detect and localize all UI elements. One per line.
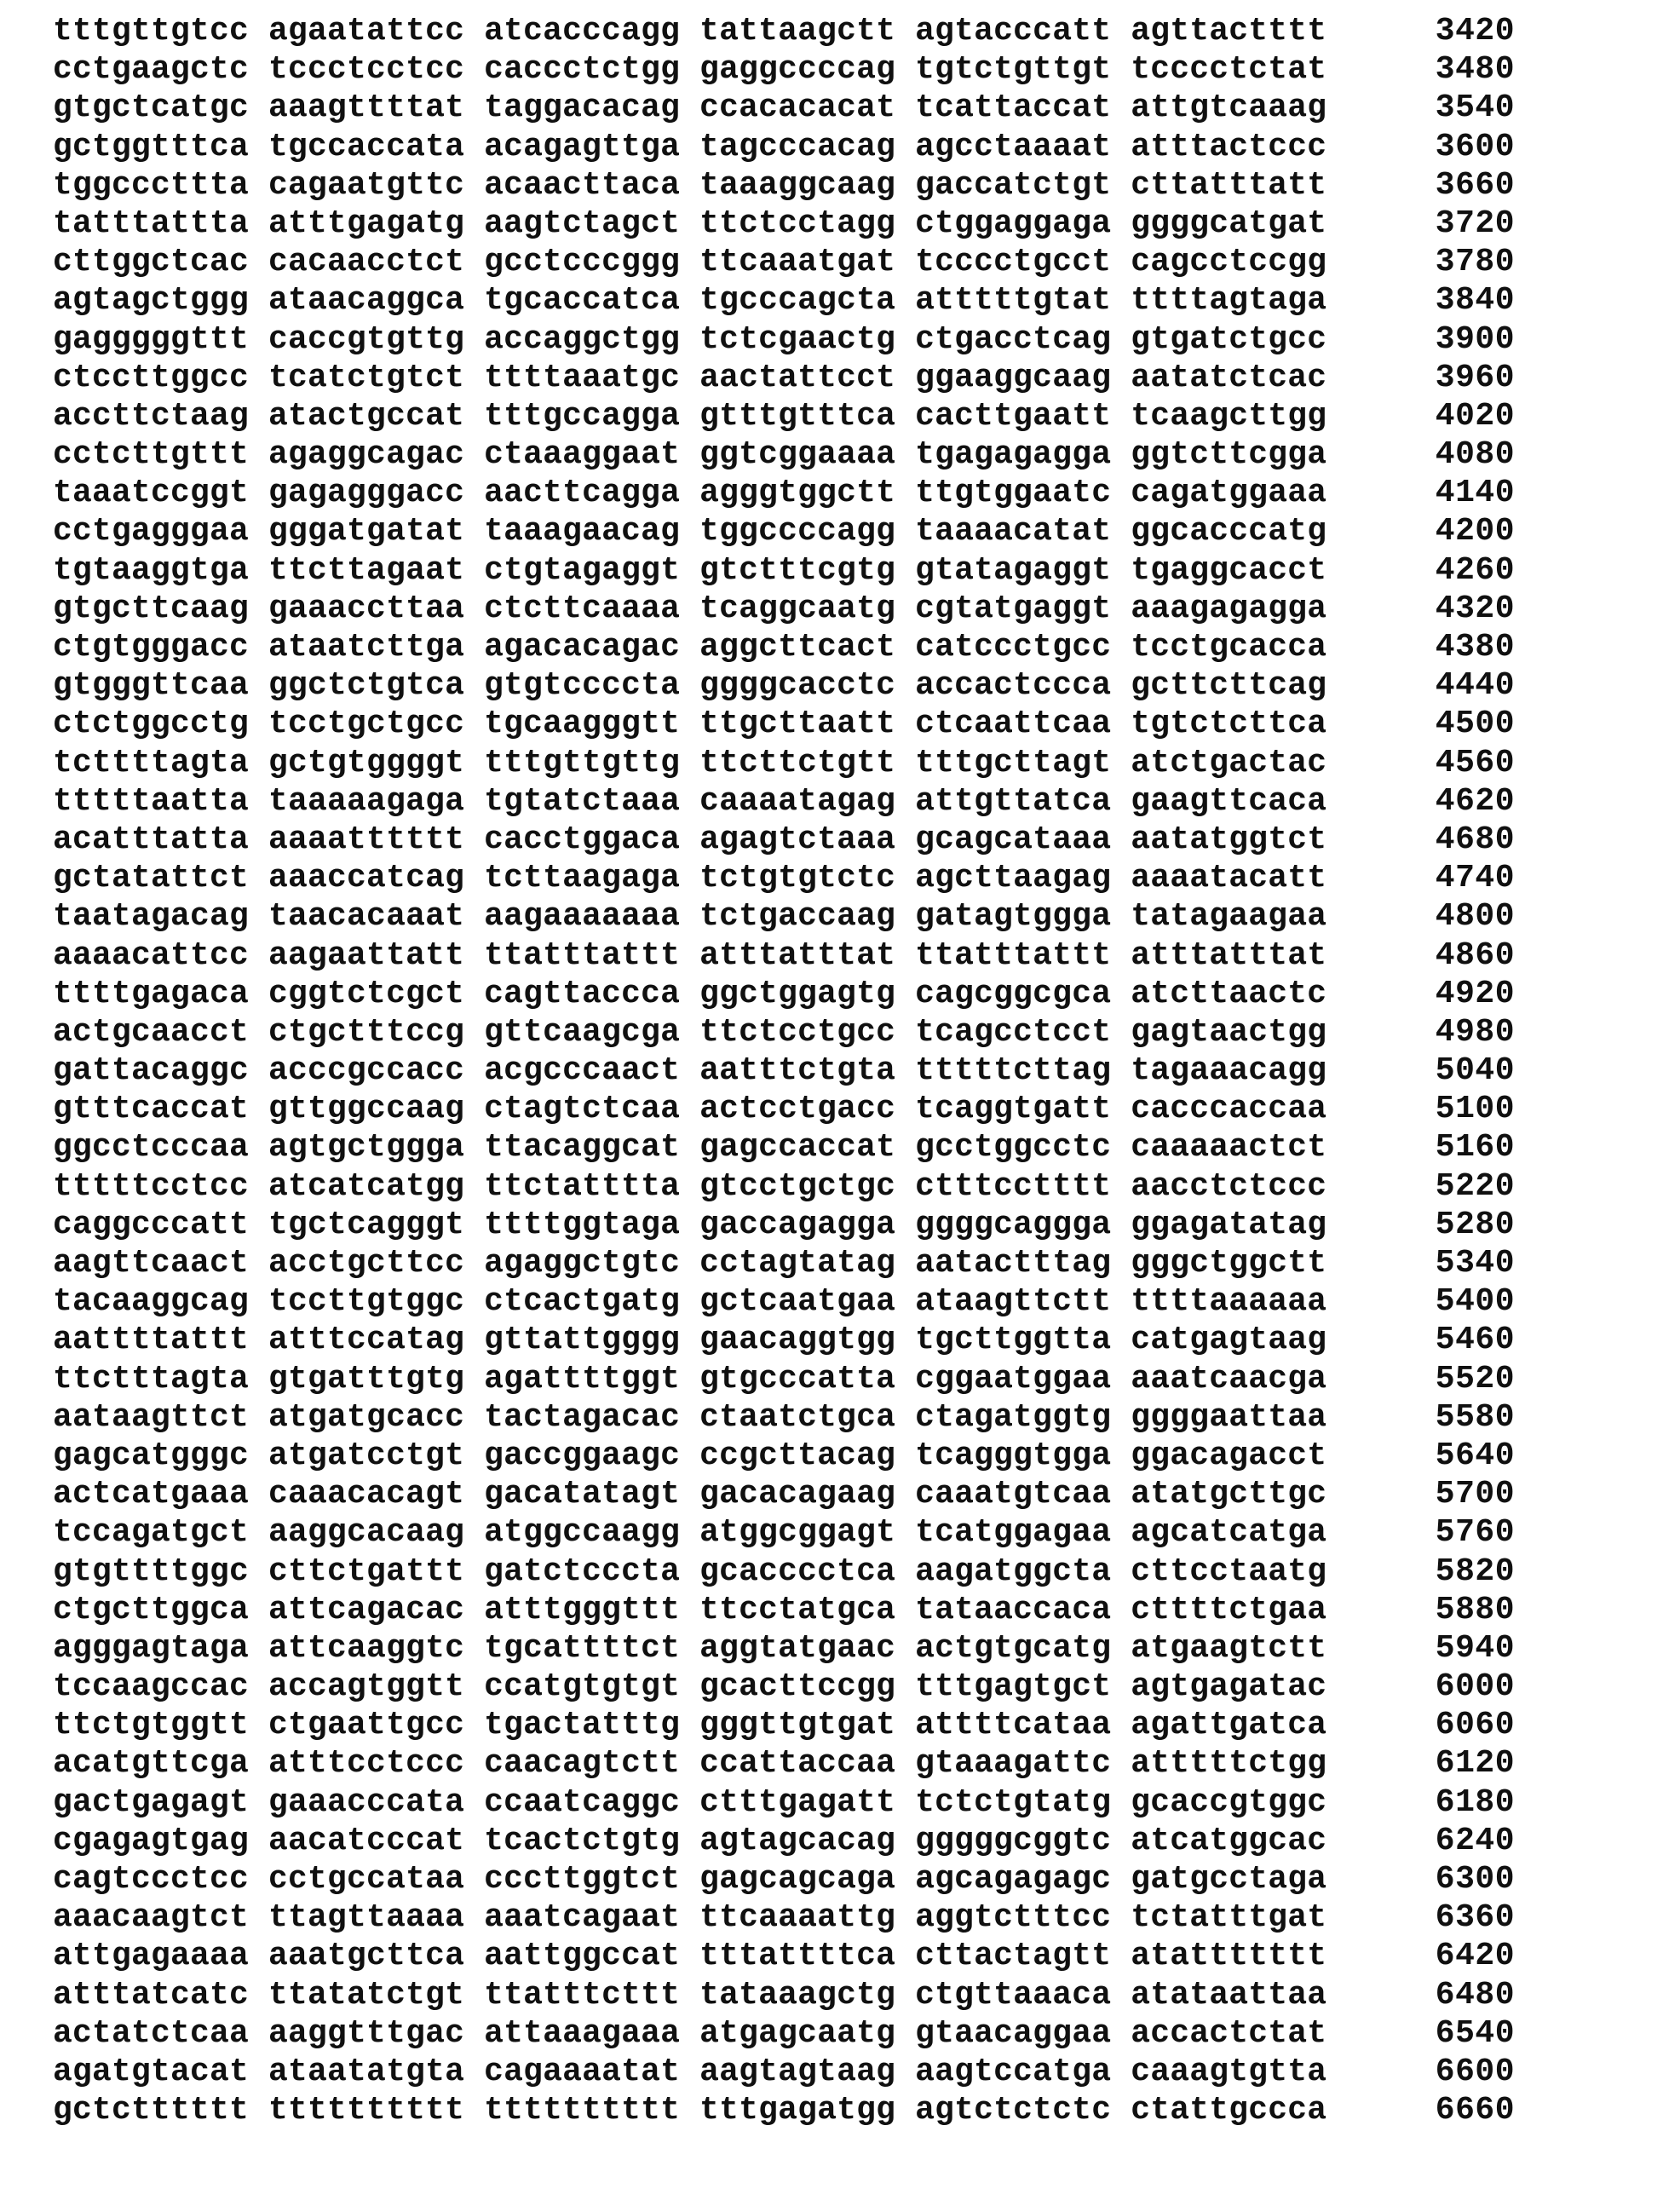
sequence-text: cagtccctcc cctgccataa cccttggtct gagcagcaga agcagagagc gatgcctaga <box>53 1861 1327 1898</box>
position-number: 4500 <box>1435 706 1515 743</box>
sequence-row <box>53 1475 1515 1513</box>
sequence-row <box>53 1206 1515 1244</box>
position-number: 3420 <box>1435 13 1515 49</box>
sequence-row <box>53 1552 1515 1591</box>
sequence-text: aagttcaact acctgcttcc agaggctgtc cctagtatag aatactttag gggctggctt <box>53 1245 1327 1282</box>
position-number: 3900 <box>1435 320 1515 358</box>
position-number: 6660 <box>1435 2092 1515 2129</box>
sequence-text: ttctgtggtt ctgaattgcc tgactatttg gggttgtgat attttcataa agattgatca <box>53 1707 1327 1744</box>
sequence-text: cttggctcac cacaacctct gcctcccggg ttcaaatgat tcccctgcct cagcctccgg <box>53 244 1327 281</box>
sequence-row <box>53 1360 1515 1398</box>
sequence-text: agatgtacat ataatatgta cagaaaatat aagtagtaag aagtccatga caaagtgtta <box>53 2053 1327 2090</box>
position-number: 6300 <box>1435 1861 1515 1898</box>
sequence-row <box>53 1513 1515 1552</box>
sequence-row <box>53 281 1515 320</box>
sequence-text: gtttcaccat gttggccaag ctagtctcaa actcctgacc tcaggtgatt cacccaccaa <box>53 1091 1327 1128</box>
position-number: 4080 <box>1435 436 1515 474</box>
position-number: 4380 <box>1435 629 1515 665</box>
sequence-text: gactgagagt gaaacccata ccaatcaggc ctttgagatt tctctgtatg gcaccgtggc <box>53 1783 1327 1821</box>
position-number: 4920 <box>1435 975 1515 1012</box>
sequence-row <box>53 666 1515 705</box>
position-number: 6540 <box>1435 2014 1515 2052</box>
sequence-row <box>53 705 1515 743</box>
sequence-text: actgcaacct ctgctttccg gttcaagcga ttctcctgcc tcagcctcct gagtaactgg <box>53 1013 1327 1051</box>
sequence-text: gtgttttggc cttctgattt gatctcccta gcacccctca aagatggcta cttcctaatg <box>53 1552 1327 1590</box>
sequence-row <box>53 2053 1515 2091</box>
position-number: 3960 <box>1435 359 1515 396</box>
sequence-row <box>53 2091 1515 2129</box>
position-number: 5820 <box>1435 1552 1515 1590</box>
sequence-text: gtgggttcaa ggctctgtca gtgtccccta ggggcacctc accactccca gcttcttcag <box>53 667 1327 705</box>
position-number: 3540 <box>1435 89 1515 127</box>
position-number: 4860 <box>1435 936 1515 974</box>
sequence-row <box>53 128 1515 166</box>
position-number: 5280 <box>1435 1206 1515 1243</box>
sequence-text: ctgcttggca attcagacac atttgggttt ttcctatgca tataaccaca cttttctgaa <box>53 1591 1327 1628</box>
sequence-row <box>53 1013 1515 1051</box>
position-number: 5640 <box>1435 1437 1515 1474</box>
sequence-row <box>53 204 1515 243</box>
position-number: 5880 <box>1435 1591 1515 1628</box>
sequence-text: ttttgagaca cggtctcgct cagttaccca ggctggagtg cagcggcgca atcttaactc <box>53 975 1327 1012</box>
sequence-row <box>53 474 1515 512</box>
sequence-row <box>53 50 1515 89</box>
position-number: 5160 <box>1435 1129 1515 1166</box>
sequence-row <box>53 89 1515 127</box>
sequence-text: taatagacag taacacaaat aagaaaaaaa tctgaccaag gatagtggga tatagaagaa <box>53 898 1327 936</box>
position-number: 4260 <box>1435 551 1515 589</box>
sequence-text: tccagatgct aaggcacaag atggccaagg atggcggagt tcatggagaa agcatcatga <box>53 1514 1327 1552</box>
position-number: 6480 <box>1435 1976 1515 2013</box>
sequence-row <box>53 435 1515 474</box>
sequence-text: tggcccttta cagaatgttc acaacttaca taaaggcaag gaccatctgt cttatttatt <box>53 166 1327 204</box>
sequence-text: gagcatgggc atgatcctgt gaccggaagc ccgcttacag tcagggtgga ggacagacct <box>53 1437 1327 1474</box>
position-number: 3780 <box>1435 244 1515 281</box>
position-number: 5460 <box>1435 1322 1515 1359</box>
sequence-text: tgtaaggtga ttcttagaat ctgtagaggt gtctttcgtg gtatagaggt tgaggcacct <box>53 551 1327 589</box>
position-number: 5040 <box>1435 1052 1515 1090</box>
sequence-row <box>53 975 1515 1013</box>
sequence-row <box>53 1744 1515 1783</box>
sequence-text: ctccttggcc tcatctgtct ttttaaatgc aactattcct ggaaggcaag aatatctcac <box>53 359 1327 396</box>
sequence-row <box>53 936 1515 975</box>
sequence-row <box>53 1051 1515 1090</box>
sequence-text: tacaaggcag tccttgtggc ctcactgatg gctcaatgaa ataagttctt ttttaaaaaa <box>53 1283 1327 1321</box>
sequence-text: caggcccatt tgctcagggt ttttggtaga gaccagagga ggggcaggga ggagatatag <box>53 1206 1327 1243</box>
position-number: 5520 <box>1435 1360 1515 1397</box>
position-number: 5340 <box>1435 1245 1515 1282</box>
sequence-text: tcttttagta gctgtggggt tttgttgttg ttcttctgtt tttgcttagt atctgactac <box>53 744 1327 781</box>
sequence-text: gctctttttt tttttttttt tttttttttt tttgagatgg agtctctctc ctattgccca <box>53 2092 1327 2129</box>
position-number: 4620 <box>1435 782 1515 820</box>
position-number: 5400 <box>1435 1283 1515 1321</box>
sequence-text: ctgtgggacc ataatcttga agacacagac aggcttcact catccctgcc tcctgcacca <box>53 629 1327 665</box>
position-number: 4740 <box>1435 860 1515 897</box>
sequence-row <box>53 1937 1515 1975</box>
sequence-row <box>53 1783 1515 1822</box>
sequence-text: acatttatta aaaatttttt cacctggaca agagtctaaa gcagcataaa aatatggtct <box>53 821 1327 858</box>
sequence-text: gtgcttcaag gaaaccttaa ctcttcaaaa tcaggcaatg cgtatgaggt aaagagagga <box>53 590 1327 627</box>
position-number: 6360 <box>1435 1899 1515 1937</box>
sequence-row <box>53 397 1515 435</box>
position-number: 3840 <box>1435 282 1515 320</box>
position-number: 5220 <box>1435 1167 1515 1205</box>
sequence-row <box>53 1822 1515 1860</box>
sequence-row <box>53 1244 1515 1282</box>
sequence-text: gctatattct aaaccatcag tcttaagaga tctgtgtctc agcttaagag aaaatacatt <box>53 860 1327 897</box>
sequence-text: ggcctcccaa agtgctggga ttacaggcat gagccaccat gcctggcctc caaaaactct <box>53 1129 1327 1166</box>
sequence-row <box>53 1282 1515 1321</box>
position-number: 5940 <box>1435 1629 1515 1667</box>
position-number: 5700 <box>1435 1476 1515 1513</box>
position-number: 6180 <box>1435 1783 1515 1821</box>
sequence-row <box>53 1321 1515 1359</box>
sequence-text: accttctaag atactgccat tttgccagga gtttgtttca cacttgaatt tcaagcttgg <box>53 397 1327 435</box>
position-number: 4680 <box>1435 821 1515 858</box>
sequence-text: agggagtaga attcaaggtc tgcattttct aggtatgaac actgtgcatg atgaagtctt <box>53 1629 1327 1667</box>
sequence-text: tttttaatta taaaaagaga tgtatctaaa caaaatagag attgttatca gaagttcaca <box>53 782 1327 820</box>
sequence-text: tccaagccac accagtggtt ccatgtgtgt gcacttccgg tttgagtgct agtgagatac <box>53 1668 1327 1706</box>
sequence-text: aaacaagtct ttagttaaaa aaatcagaat ttcaaaattg aggtctttcc tctatttgat <box>53 1899 1327 1937</box>
sequence-text: acatgttcga atttcctccc caacagtctt ccattaccaa gtaaagattc atttttctgg <box>53 1745 1327 1783</box>
sequence-text: aaaacattcc aagaattatt ttatttattt atttatttat ttatttattt atttatttat <box>53 936 1327 974</box>
sequence-row <box>53 1629 1515 1668</box>
sequence-text: gattacaggc acccgccacc acgcccaact aatttctgta tttttcttag tagaaacagg <box>53 1052 1327 1090</box>
sequence-row <box>53 821 1515 859</box>
sequence-row <box>53 782 1515 821</box>
position-number: 5760 <box>1435 1514 1515 1552</box>
position-number: 6240 <box>1435 1822 1515 1859</box>
sequence-row <box>53 2014 1515 2053</box>
sequence-row <box>53 1128 1515 1166</box>
sequence-text: actatctcaa aaggtttgac attaaagaaa atgagcaatg gtaacaggaa accactctat <box>53 2014 1327 2052</box>
position-number: 6420 <box>1435 1938 1515 1975</box>
sequence-row <box>53 1167 1515 1206</box>
sequence-listing <box>53 12 1515 2129</box>
position-number: 3480 <box>1435 51 1515 89</box>
sequence-text: gtgctcatgc aaagttttat taggacacag ccacacacat tcattaccat attgtcaaag <box>53 89 1327 127</box>
position-number: 3660 <box>1435 166 1515 204</box>
sequence-text: ctctggcctg tcctgctgcc tgcaagggtt ttgcttaatt ctcaattcaa tgtctcttca <box>53 706 1327 743</box>
position-number: 3600 <box>1435 128 1515 165</box>
position-number: 4020 <box>1435 397 1515 435</box>
sequence-text: gagggggttt caccgtgttg accaggctgg tctcgaactg ctgacctcag gtgatctgcc <box>53 320 1327 358</box>
position-number: 4980 <box>1435 1013 1515 1051</box>
sequence-text: cctgaagctc tccctcctcc caccctctgg gaggccccag tgtctgttgt tcccctctat <box>53 51 1327 89</box>
sequence-row <box>53 1976 1515 2014</box>
sequence-text: taaatccggt gagagggacc aacttcagga agggtggctt ttgtggaatc cagatggaaa <box>53 475 1327 512</box>
sequence-text: cctcttgttt agaggcagac ctaaaggaat ggtcggaaaa tgagagagga ggtcttcgga <box>53 436 1327 474</box>
sequence-text: tttttcctcc atcatcatgg ttctatttta gtcctgctgc ctttcctttt aacctctccc <box>53 1167 1327 1205</box>
position-number: 3720 <box>1435 204 1515 242</box>
sequence-text: ttctttagta gtgatttgtg agattttggt gtgcccatta cggaatggaa aaatcaacga <box>53 1360 1327 1397</box>
sequence-row <box>53 243 1515 281</box>
sequence-row <box>53 166 1515 204</box>
position-number: 4800 <box>1435 898 1515 936</box>
sequence-text: actcatgaaa caaacacagt gacatatagt gacacagaag caaatgtcaa atatgcttgc <box>53 1476 1327 1513</box>
sequence-row <box>53 590 1515 628</box>
sequence-row <box>53 1860 1515 1898</box>
sequence-row <box>53 1591 1515 1629</box>
sequence-row <box>53 320 1515 359</box>
position-number: 5580 <box>1435 1398 1515 1436</box>
sequence-row <box>53 1398 1515 1437</box>
sequence-text: gctggtttca tgccaccata acagagttga tagcccacag agcctaaaat atttactccc <box>53 128 1327 165</box>
sequence-text: atttatcatc ttatatctgt ttatttcttt tataaagctg ctgttaaaca atataattaa <box>53 1976 1327 2013</box>
sequence-row <box>53 897 1515 936</box>
position-number: 5100 <box>1435 1091 1515 1128</box>
sequence-row <box>53 1437 1515 1475</box>
sequence-row <box>53 12 1515 50</box>
position-number: 4560 <box>1435 744 1515 781</box>
sequence-row <box>53 512 1515 550</box>
sequence-row <box>53 359 1515 397</box>
position-number: 4140 <box>1435 475 1515 512</box>
sequence-text: aattttattt atttccatag gttattgggg gaacaggtgg tgcttggtta catgagtaag <box>53 1322 1327 1359</box>
sequence-text: tttgttgtcc agaatattcc atcacccagg tattaagctt agtacccatt agttactttt <box>53 13 1327 49</box>
sequence-text: attgagaaaa aaatgcttca aattggccat tttattttca cttactagtt atattttttt <box>53 1938 1327 1975</box>
sequence-text: aataagttct atgatgcacc tactagacac ctaatctgca ctagatggtg ggggaattaa <box>53 1398 1327 1436</box>
sequence-row <box>53 744 1515 782</box>
sequence-row <box>53 1898 1515 1937</box>
sequence-row <box>53 1706 1515 1744</box>
position-number: 6000 <box>1435 1668 1515 1706</box>
position-number: 4320 <box>1435 590 1515 627</box>
sequence-row <box>53 1668 1515 1706</box>
position-number: 6600 <box>1435 2053 1515 2090</box>
position-number: 4200 <box>1435 513 1515 550</box>
sequence-text: cctgagggaa gggatgatat taaagaacag tggccccagg taaaacatat ggcacccatg <box>53 513 1327 550</box>
sequence-row <box>53 859 1515 897</box>
sequence-row <box>53 1090 1515 1128</box>
sequence-text: agtagctggg ataacaggca tgcaccatca tgcccagcta atttttgtat ttttagtaga <box>53 282 1327 320</box>
sequence-row <box>53 628 1515 666</box>
sequence-text: cgagagtgag aacatcccat tcactctgtg agtagcacag gggggcggtc atcatggcac <box>53 1822 1327 1859</box>
position-number: 4440 <box>1435 667 1515 705</box>
position-number: 6060 <box>1435 1707 1515 1744</box>
sequence-text: tatttattta atttgagatg aagtctagct ttctcctagg ctggaggaga ggggcatgat <box>53 204 1327 242</box>
position-number: 6120 <box>1435 1745 1515 1783</box>
sequence-row <box>53 551 1515 590</box>
